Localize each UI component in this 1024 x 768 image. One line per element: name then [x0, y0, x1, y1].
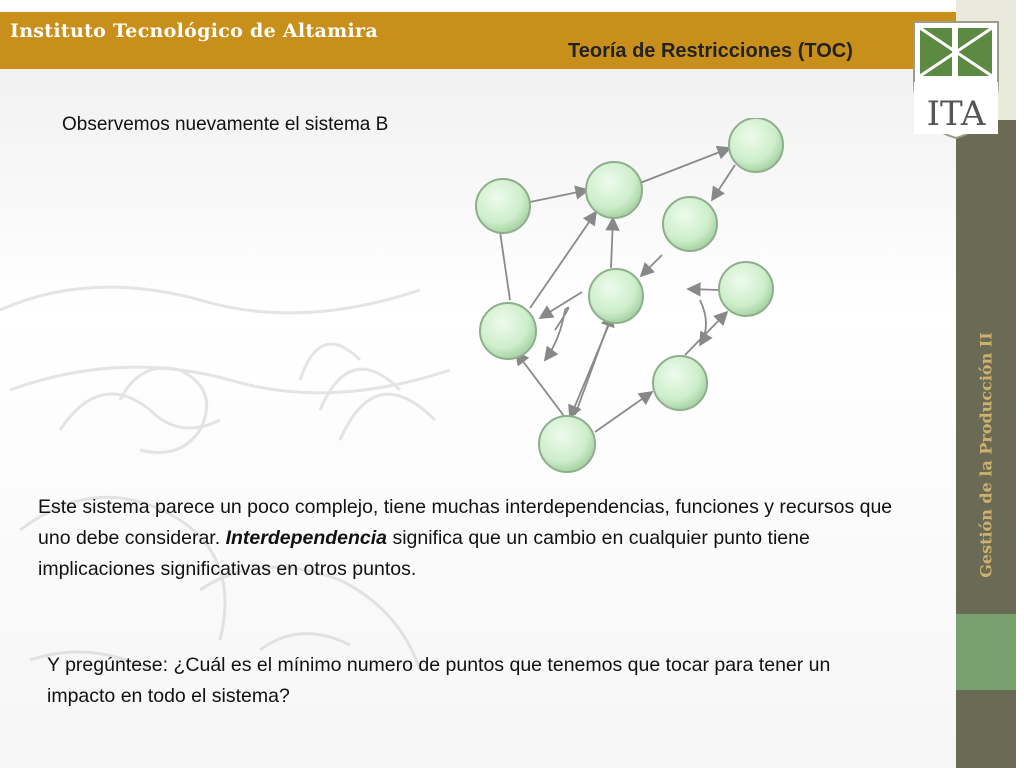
- diagram-edge: [688, 289, 720, 290]
- diagram-node: [539, 416, 595, 472]
- diagram-edge: [540, 292, 582, 318]
- institution-title: Instituto Tecnológico de Altamira: [10, 20, 378, 42]
- slide-subject-title: Teoría de Restricciones (TOC): [568, 40, 853, 62]
- diagram-edge: [516, 352, 567, 420]
- diagram-edge: [595, 392, 652, 432]
- diagram-edge: [530, 190, 588, 202]
- explanation-paragraph: [38, 492, 898, 585]
- diagram-node: [663, 197, 717, 251]
- diagram-node: [589, 269, 643, 323]
- question-paragraph: Y pregúntese: ¿Cuál es el mínimo numero de puntos que tenemos que tocar para tener un impacto en todo el sistema?: [47, 654, 831, 707]
- diagram-edge: [530, 212, 596, 308]
- sidebar-accent-block: [956, 614, 1016, 690]
- diagram-node: [476, 179, 530, 233]
- diagram-node: [653, 356, 707, 410]
- course-vertical-label: Gestión de la Producción II: [976, 332, 996, 578]
- diagram-node: [480, 303, 536, 359]
- paragraph-text-end: significa que un cambio en cualquier punto tiene implicaciones significativas en otros puntos.: [38, 527, 810, 580]
- diagram-edge: [570, 322, 610, 418]
- diagram-edge: [712, 165, 735, 200]
- diagram-curve: [545, 308, 568, 361]
- logo-text: ITA: [926, 94, 986, 134]
- slide-heading: Observemos nuevamente el sistema B: [62, 114, 389, 135]
- diagram-node: [719, 262, 773, 316]
- diagram-node: [729, 118, 783, 172]
- interdependencia-emphasis: Interdependencia: [225, 527, 388, 549]
- diagram-edge: [611, 218, 613, 268]
- diagram-edge: [641, 255, 662, 276]
- ita-logo: [906, 18, 1002, 142]
- system-b-diagram: [455, 118, 790, 478]
- paragraph-text-start: Este sistema parece un poco complejo, tiene muchas interdependencias, funciones y recursos que uno debe considerar.: [38, 496, 893, 549]
- diagram-node: [586, 162, 642, 218]
- diagram-edge: [640, 148, 730, 183]
